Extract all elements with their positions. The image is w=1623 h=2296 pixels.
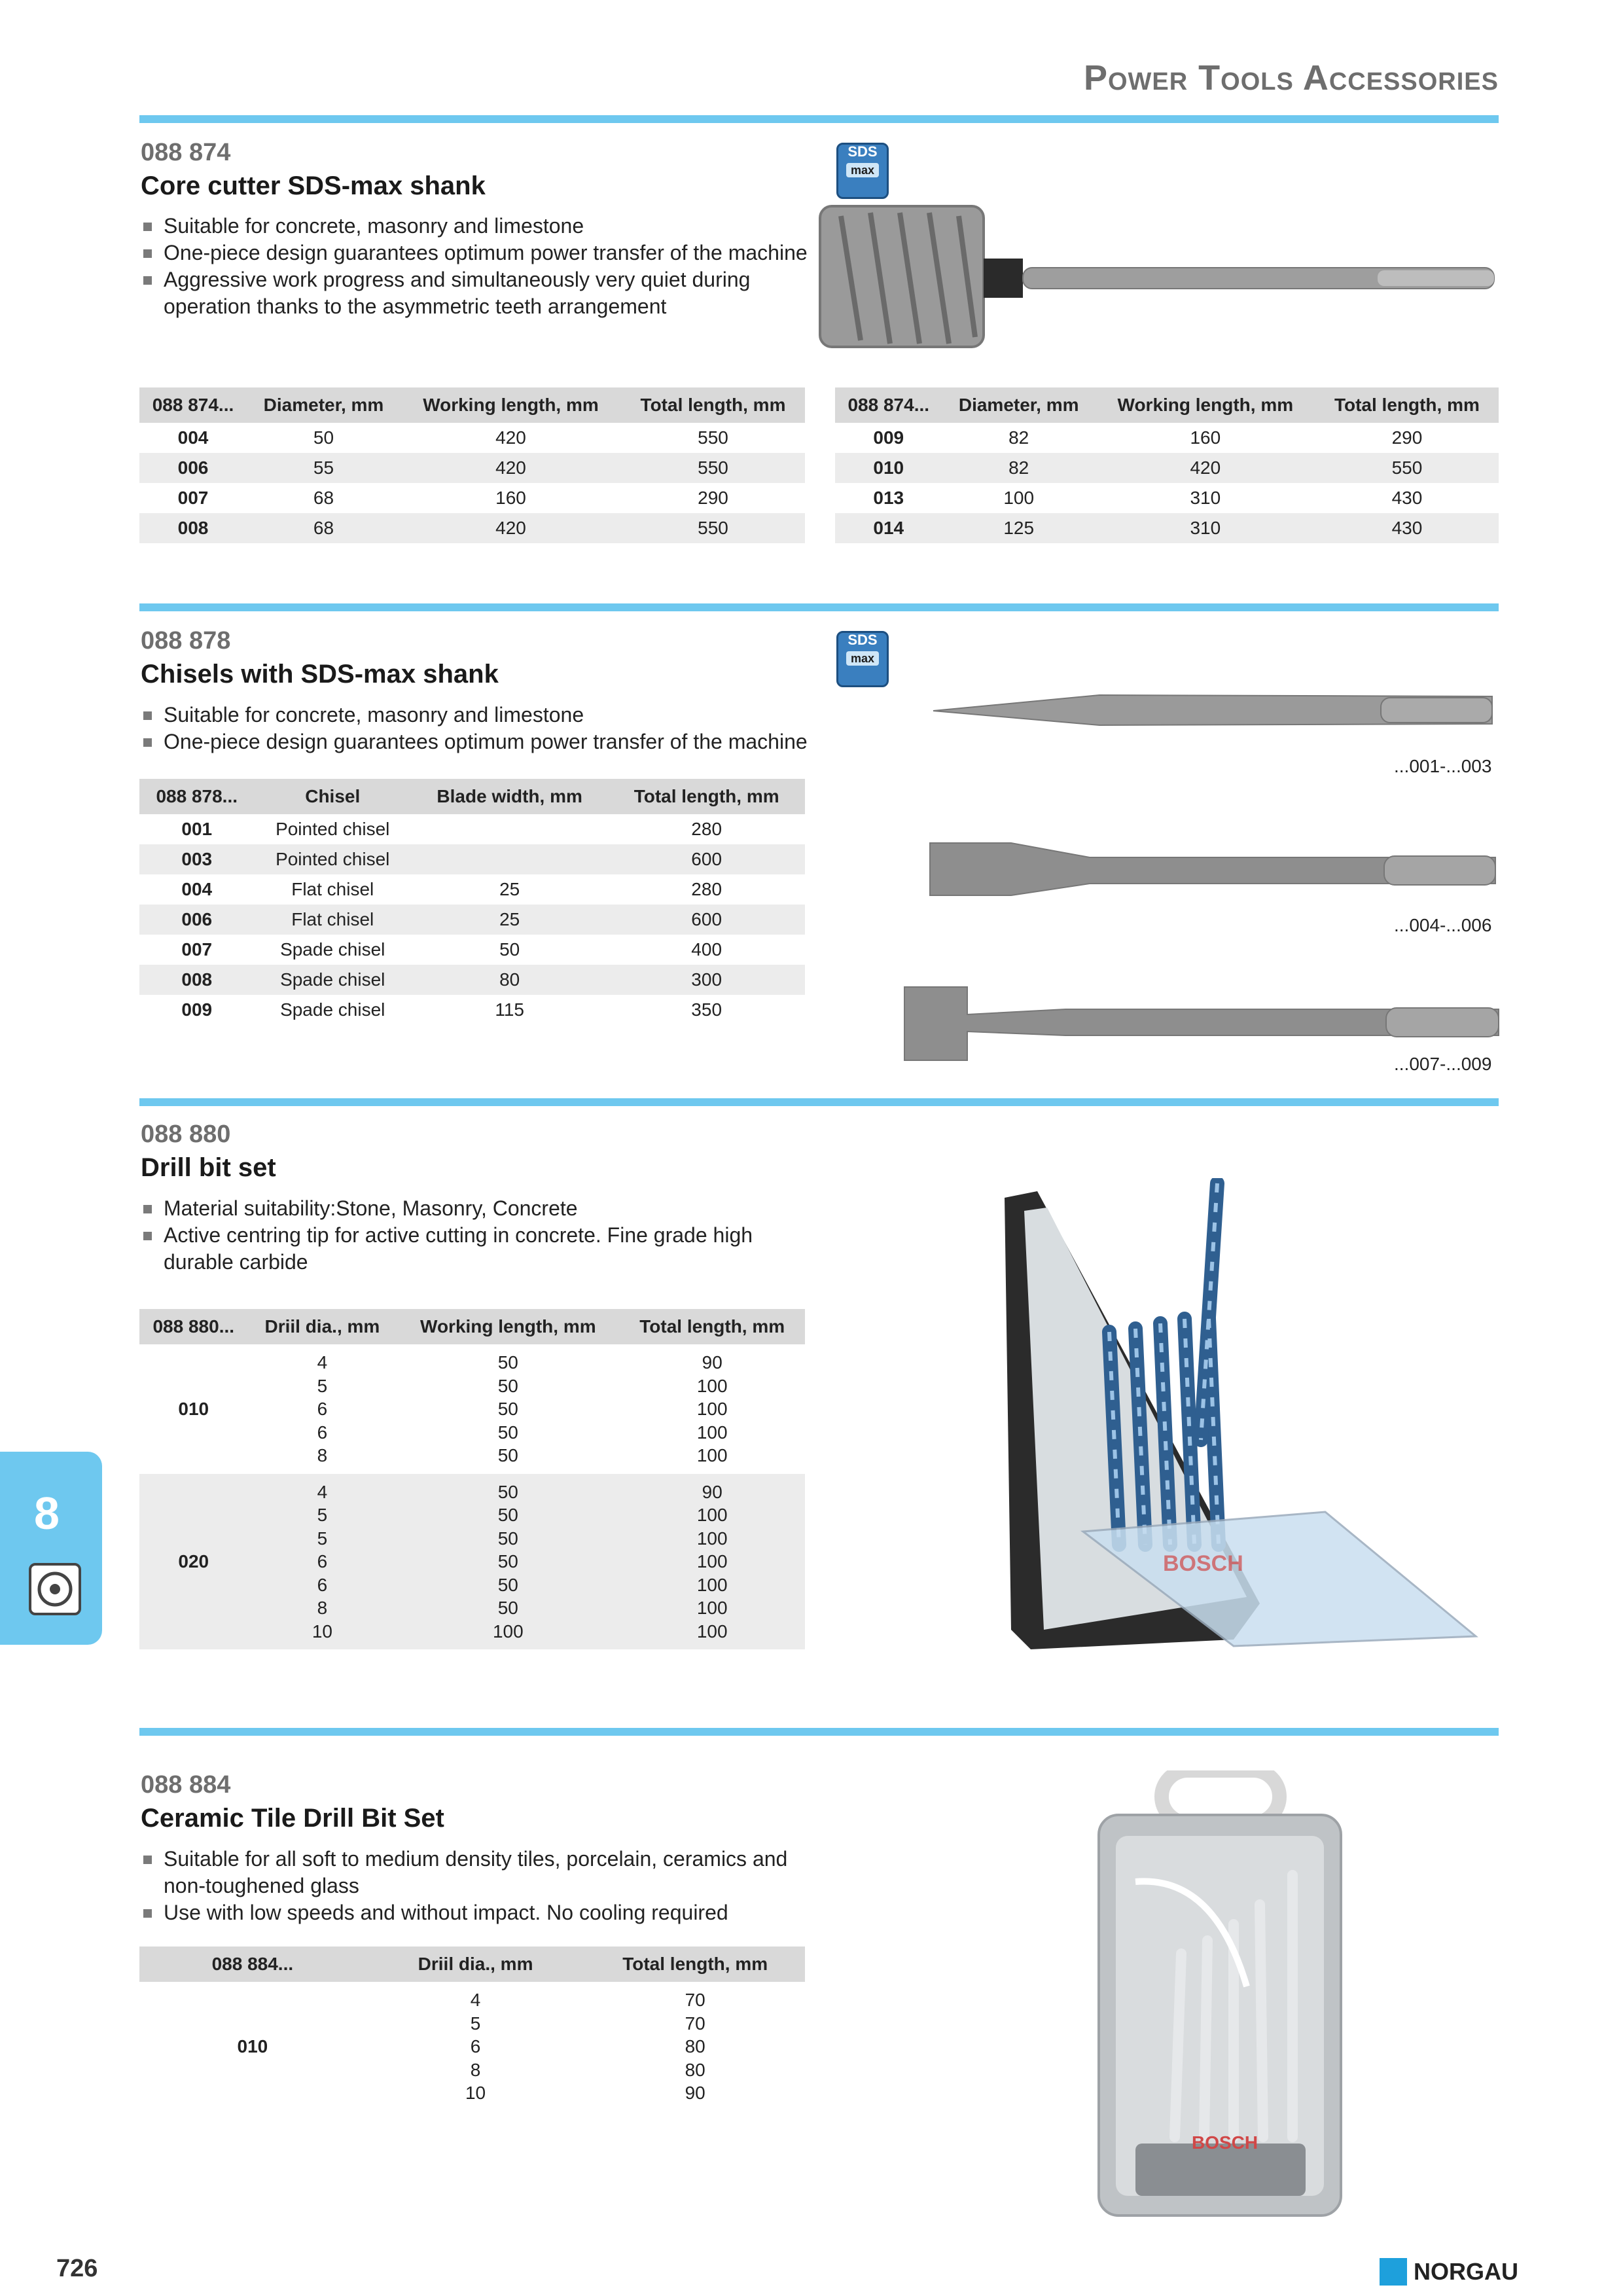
- flat-chisel-image: [926, 836, 1499, 899]
- table-row: 003 Pointed chisel 600: [139, 844, 805, 874]
- page-number: 726: [56, 2255, 98, 2282]
- feature-item: Use with low speeds and without impact. No cooling required: [141, 1899, 828, 1926]
- section-title: Drill bit set: [141, 1153, 276, 1182]
- feature-item: Suitable for concrete, masonry and limestone: [141, 702, 834, 728]
- sds-max-badge-icon: SDS max: [836, 143, 889, 199]
- drill-bit-set-table: [139, 1309, 805, 1649]
- table-row: 009 Spade chisel 115 350: [181, 999, 722, 1020]
- column-header: Working length, mm: [1096, 387, 1315, 423]
- table-row: 001 Pointed chisel 280: [181, 819, 722, 839]
- table-row: 007 68 160 290: [177, 488, 728, 508]
- column-header: Driil dia., mm: [366, 1946, 586, 1982]
- table-row: 009 82 160 290: [873, 427, 1423, 448]
- feature-item: Suitable for all soft to medium density tiles, porcelain, ceramics and non-toughened glass: [141, 1846, 828, 1899]
- feature-list: [141, 702, 834, 755]
- drill-bit-set-image: [985, 1178, 1482, 1662]
- table-row: 008 68 420 550: [139, 513, 805, 543]
- chisel-caption: ...004-...006: [1394, 915, 1492, 935]
- page-header-title: Power Tools Accessories: [1083, 58, 1499, 98]
- table-row: 006 Flat chisel 25 600: [139, 905, 805, 935]
- tile-drill-bit-set-table: [139, 1946, 805, 2111]
- core-cutter-table-left: [139, 387, 805, 543]
- table-row: 004 Flat chisel 25 280: [181, 879, 722, 899]
- table-row: 020 4 5 5 6 6 8 10 50 50 50 50 50 50 100 90 100 100 100 100 100 100: [139, 1474, 805, 1650]
- chisel-caption: ...001-...003: [1394, 756, 1492, 776]
- section-article-number: 088 884: [141, 1771, 231, 1799]
- column-header: Driil dia., mm: [248, 1309, 397, 1344]
- section-article-number: 088 878: [141, 627, 231, 655]
- chapter-number: 8: [34, 1488, 60, 1539]
- feature-list: [141, 213, 828, 320]
- section-divider: [139, 1728, 1499, 1736]
- column-header: Diameter, mm: [247, 387, 401, 423]
- table-row: 007 Spade chisel 50 400: [181, 939, 722, 960]
- column-header: Working length, mm: [401, 387, 621, 423]
- section-article-number: 088 874: [141, 139, 231, 166]
- core-cutter-table-right: [835, 387, 1499, 543]
- brand-logo-icon: [1380, 2258, 1407, 2286]
- column-header: 088 878...: [139, 779, 255, 814]
- column-header: Total length, mm: [608, 779, 805, 814]
- core-cutter-image: [815, 200, 1499, 357]
- section-divider: [139, 115, 1499, 123]
- table-row: 014 125 310 430: [835, 513, 1499, 543]
- feature-item: Material suitability:Stone, Masonry, Concrete: [141, 1195, 828, 1222]
- section-title: Core cutter SDS-max shank: [141, 171, 486, 200]
- column-header: Total length, mm: [619, 1309, 805, 1344]
- section-divider: [139, 1098, 1499, 1106]
- chisel-table: [139, 779, 805, 1025]
- chisel-caption: ...007-...009: [1394, 1054, 1492, 1074]
- column-header: 088 874...: [835, 387, 942, 423]
- column-header: 088 874...: [139, 387, 247, 423]
- column-header: Working length, mm: [397, 1309, 619, 1344]
- column-header: Diameter, mm: [942, 387, 1096, 423]
- section-divider: [139, 603, 1499, 611]
- brand-label: BOSCH: [1192, 2132, 1258, 2153]
- table-row: 006 55 420 550: [139, 453, 805, 483]
- feature-item: One-piece design guarantees optimum power transfer of the machine: [141, 240, 828, 266]
- section-title: Chisels with SDS-max shank: [141, 660, 499, 689]
- column-header: Chisel: [255, 779, 411, 814]
- brand-logo-text: NORGAU: [1414, 2258, 1518, 2285]
- feature-list: [141, 1846, 828, 1926]
- feature-item: Suitable for concrete, masonry and limestone: [141, 213, 828, 240]
- table-row: 013 100 310 430: [873, 488, 1423, 508]
- brand-label: BOSCH: [1163, 1551, 1243, 1576]
- table-row: 008 Spade chisel 80 300: [139, 965, 805, 995]
- pointed-chisel-image: [929, 687, 1499, 733]
- feature-item: Active centring tip for active cutting in concrete. Fine grade high durable carbide: [141, 1222, 828, 1276]
- table-row: 010 4 5 6 6 8 50 50 50 50 50 90 100 100 100 100: [178, 1352, 728, 1465]
- feature-item: Aggressive work progress and simultaneously very quiet during operation thanks to the asymmetric teeth arrangement: [141, 266, 828, 320]
- column-header: Total length, mm: [1315, 387, 1499, 423]
- column-header: 088 880...: [139, 1309, 248, 1344]
- table-row: 010 82 420 550: [835, 453, 1499, 483]
- column-header: 088 884...: [139, 1946, 366, 1982]
- section-article-number: 088 880: [141, 1121, 231, 1148]
- feature-item: One-piece design guarantees optimum power transfer of the machine: [141, 728, 834, 755]
- table-row: 004 50 420 550: [177, 427, 728, 448]
- table-row: 010 4 5 6 8 10 70 70 80 80 90: [237, 1990, 705, 2103]
- grinding-disc-icon: [29, 1563, 81, 1615]
- column-header: Total length, mm: [621, 387, 805, 423]
- tile-drill-bit-set-image: [1096, 1770, 1345, 2219]
- column-header: Total length, mm: [585, 1946, 805, 1982]
- feature-list: [141, 1195, 828, 1276]
- section-title: Ceramic Tile Drill Bit Set: [141, 1804, 444, 1833]
- column-header: Blade width, mm: [411, 779, 608, 814]
- sds-max-badge-icon: SDS max: [836, 631, 889, 687]
